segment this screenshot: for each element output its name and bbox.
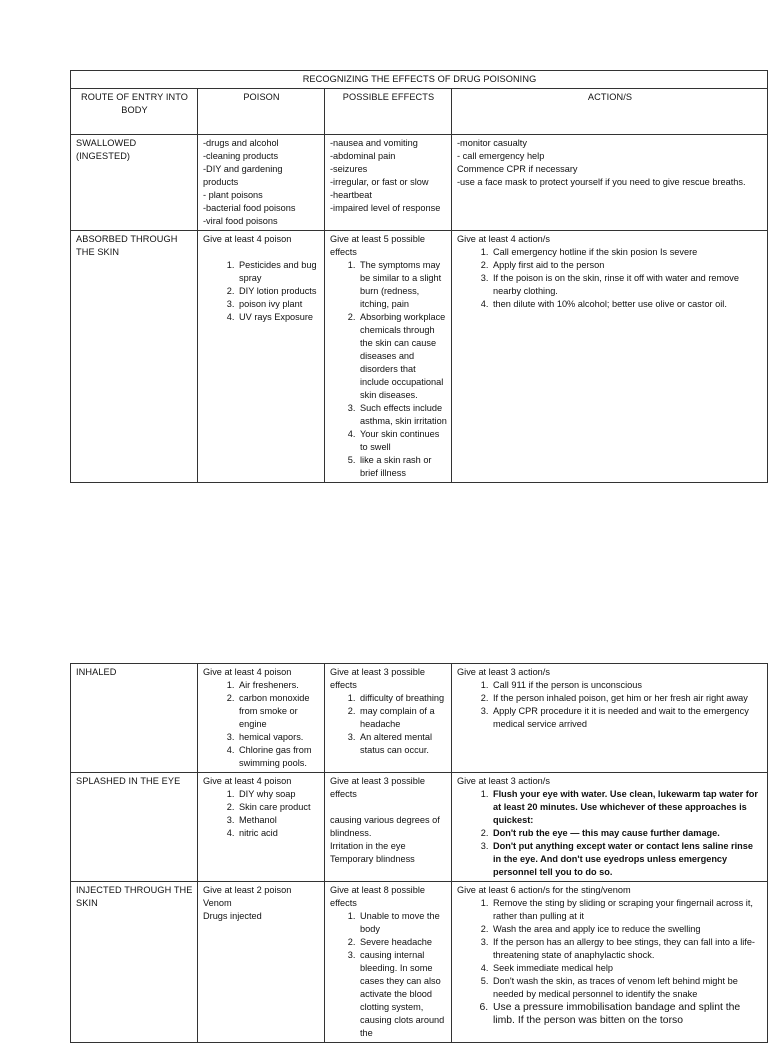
actions-cell bbox=[452, 773, 768, 882]
effects-cell bbox=[325, 882, 452, 1043]
list-item: 1. The symptoms may be similar to a slight burn (redness, itching, pain bbox=[358, 259, 447, 311]
list-item: 3. poison ivy plant bbox=[237, 298, 320, 311]
list-item: 3. If the person has an allergy to bee stings, they can fall into a life-threatening state of anaphylactic shock. bbox=[491, 936, 763, 962]
cell-prompt: Give at least 2 poison bbox=[203, 885, 292, 895]
list-item: 4. Your skin continues to swell bbox=[358, 428, 447, 454]
list-item: Flush your eye with water. Use clean, lukewarm tap water for at least 20 minutes. Use whichever of these approaches is quickest: bbox=[493, 789, 758, 825]
poison-cell bbox=[198, 882, 325, 1043]
cell-prompt: Give at least 6 action/s for the sting/venom bbox=[457, 885, 631, 895]
list-item: 1. Call emergency hotline if the skin posion Is severe bbox=[491, 246, 763, 259]
list-item: 2. Absorbing workplace chemicals through the skin can cause diseases and disorders that include occupational skin diseases. bbox=[358, 311, 447, 402]
list-item: 2. Apply first aid to the person bbox=[491, 259, 763, 272]
list-item: -heartbeat bbox=[330, 190, 372, 200]
list-item: -abdominal pain bbox=[330, 151, 396, 161]
route-cell: SPLASHED IN THE EYE bbox=[71, 773, 198, 882]
list-item: 4. UV rays Exposure bbox=[237, 311, 320, 324]
list-item: Don't rub the eye — this may cause further damage. bbox=[493, 828, 720, 838]
actions-cell bbox=[452, 664, 768, 773]
header-effects: POSSIBLE EFFECTS bbox=[325, 89, 452, 135]
list-item: -impaired level of response bbox=[330, 203, 441, 213]
list-item: 2. carbon monoxide from smoke or engine bbox=[237, 692, 320, 731]
route-cell: ABSORBED THROUGH THE SKIN bbox=[71, 231, 198, 483]
list-item: -use a face mask to protect yourself if you need to give rescue breaths. bbox=[457, 177, 746, 187]
list-item: 1. Call 911 if the person is unconscious bbox=[491, 679, 763, 692]
route-cell: INHALED bbox=[71, 664, 198, 773]
effects-cell bbox=[325, 135, 452, 231]
list-item: 1. Remove the sting by sliding or scraping your fingernail across it, rather than pulling at it bbox=[491, 897, 763, 923]
list-item: -seizures bbox=[330, 164, 368, 174]
header-actions: ACTION/S bbox=[452, 89, 768, 135]
list-item: Commence CPR if necessary bbox=[457, 164, 578, 174]
poisoning-table-part-2 bbox=[70, 663, 768, 1043]
list-item: 2. may complain of a headache bbox=[358, 705, 447, 731]
list-item: 1. Unable to move the body bbox=[358, 910, 447, 936]
list-item: -DIY and gardening products bbox=[203, 164, 283, 187]
list-item: -cleaning products bbox=[203, 151, 279, 161]
poison-cell bbox=[198, 664, 325, 773]
list-item: -irregular, or fast or slow bbox=[330, 177, 429, 187]
cell-prompt: Give at least 3 action/s bbox=[457, 667, 550, 677]
effects-cell bbox=[325, 773, 452, 882]
list-item: 3. An altered mental status can occur. bbox=[358, 731, 447, 757]
list-item: Drugs injected bbox=[203, 911, 262, 921]
list-item: 1. Air fresheners. bbox=[237, 679, 320, 692]
cell-prompt: Give at least 4 poison bbox=[203, 234, 292, 244]
actions-cell bbox=[452, 135, 768, 231]
header-route: ROUTE OF ENTRY INTO BODY bbox=[71, 89, 198, 135]
poisoning-table-part-1 bbox=[70, 70, 768, 483]
list-item: causing various degrees of blindness. bbox=[330, 815, 440, 838]
actions-cell bbox=[452, 882, 768, 1043]
cell-prompt: Give at least 3 possible effects bbox=[330, 667, 425, 690]
list-item: 2. Skin care product bbox=[237, 801, 320, 814]
list-item: 4. Chlorine gas from swimming pools. bbox=[237, 744, 320, 770]
list-item: - plant poisons bbox=[203, 190, 263, 200]
list-item: 3. causing internal bleeding. In some cases they can also activate the blood clotting system, causing clots around the bbox=[358, 949, 447, 1040]
table-title: RECOGNIZING THE EFFECTS OF DRUG POISONING bbox=[71, 71, 768, 89]
list-item: 6. Use a pressure immobilisation bandage and splint the limb. If the person was bitten on the torso bbox=[491, 1001, 763, 1027]
list-item: 3. hemical vapors. bbox=[237, 731, 320, 744]
list-item: Temporary blindness bbox=[330, 854, 415, 864]
effects-cell bbox=[325, 664, 452, 773]
list-item: -nausea and vomiting bbox=[330, 138, 418, 148]
cell-prompt: Give at least 4 poison bbox=[203, 667, 292, 677]
list-item: 1. DIY why soap bbox=[237, 788, 320, 801]
list-item: -monitor casualty bbox=[457, 138, 527, 148]
poison-cell bbox=[198, 135, 325, 231]
list-item: 3. If the poison is on the skin, rinse it off with water and remove nearby clothing. bbox=[491, 272, 763, 298]
list-item: -bacterial food poisons bbox=[203, 203, 296, 213]
table-row-absorbed bbox=[71, 231, 768, 483]
list-item: 5. like a skin rash or brief illness bbox=[358, 454, 447, 480]
table-row-injected bbox=[71, 882, 768, 1043]
list-item: 1. difficulty of breathing bbox=[358, 692, 447, 705]
list-item: 4. Seek immediate medical help bbox=[491, 962, 763, 975]
list-item: 2. If the person inhaled poison, get him or her fresh air right away bbox=[491, 692, 763, 705]
list-item: -drugs and alcohol bbox=[203, 138, 279, 148]
poison-cell bbox=[198, 773, 325, 882]
list-item: 2. Wash the area and apply ice to reduce the swelling bbox=[491, 923, 763, 936]
table-row-swallowed bbox=[71, 135, 768, 231]
list-item: 1. Pesticides and bug spray bbox=[237, 259, 320, 285]
list-item: 5. Don't wash the skin, as traces of venom left behind might be needed by medical personnel to identify the snake bbox=[491, 975, 763, 1001]
list-item: Venom bbox=[203, 898, 232, 908]
route-cell: SWALLOWED (INGESTED) bbox=[71, 135, 198, 231]
route-cell: INJECTED THROUGH THE SKIN bbox=[71, 882, 198, 1043]
header-poison: POISON bbox=[198, 89, 325, 135]
list-item: 3. Methanol bbox=[237, 814, 320, 827]
list-item: Don't put anything except water or contact lens saline rinse in the eye. And don't use eyedrops unless emergency personnel tell you to do so. bbox=[493, 841, 753, 877]
poison-cell bbox=[198, 231, 325, 483]
table-row-eye bbox=[71, 773, 768, 882]
table-row-inhaled bbox=[71, 664, 768, 773]
cell-prompt: Give at least 8 possible effects bbox=[330, 885, 425, 908]
list-item: 4. nitric acid bbox=[237, 827, 320, 840]
cell-prompt: Give at least 4 poison bbox=[203, 776, 292, 786]
cell-prompt: Give at least 3 possible effects bbox=[330, 776, 425, 799]
list-item: - call emergency help bbox=[457, 151, 545, 161]
actions-cell bbox=[452, 231, 768, 483]
list-item: 3. Such effects include asthma, skin irritation bbox=[358, 402, 447, 428]
list-item: -viral food poisons bbox=[203, 216, 278, 226]
effects-cell bbox=[325, 231, 452, 483]
list-item: Irritation in the eye bbox=[330, 841, 406, 851]
list-item: 2. DIY lotion products bbox=[237, 285, 320, 298]
list-item: 2. Severe headache bbox=[358, 936, 447, 949]
cell-prompt: Give at least 5 possible effects bbox=[330, 234, 425, 257]
list-item: 4. then dilute with 10% alcohol; better use olive or castor oil. bbox=[491, 298, 763, 311]
cell-prompt: Give at least 3 action/s bbox=[457, 776, 550, 786]
cell-prompt: Give at least 4 action/s bbox=[457, 234, 550, 244]
list-item: 3. Apply CPR procedure it it is needed and wait to the emergency medical service arrived bbox=[491, 705, 763, 731]
